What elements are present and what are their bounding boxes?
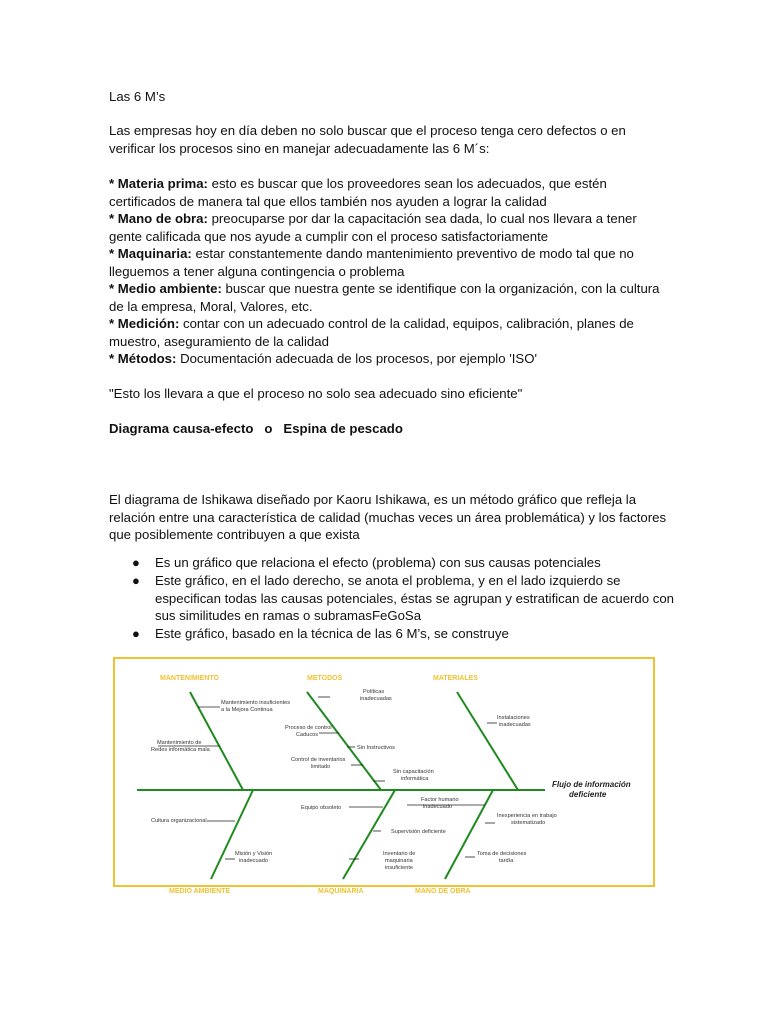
section-subtitle: Diagrama causa-efecto o Espina de pescado bbox=[109, 421, 403, 436]
cause-arrows bbox=[158, 697, 497, 859]
list-line: certificados de manera tal que ellos también nos ayuden a lograr la calidad bbox=[109, 193, 547, 209]
bullet-item: Este gráfico, en el lado derecho, se anota el problema, y en el lado izquierdo se bbox=[155, 573, 621, 588]
list-line: * Medición: contar con un adecuado control de la calidad, equipos, calibración, planes de bbox=[109, 316, 634, 331]
category-materiales: MATERIALES bbox=[433, 675, 478, 682]
bone-mano-de-obra bbox=[445, 790, 493, 879]
cause-label: Instalaciones bbox=[497, 715, 530, 721]
ishikawa-line: relación entre una característica de calidad (muchas veces un área problemática) y los factores bbox=[109, 509, 667, 525]
list-line: * Métodos: Documentación adecuada de los procesos, por ejemplo 'ISO' bbox=[109, 351, 537, 366]
list-line: de la empresa, Moral, Valores, etc. bbox=[109, 298, 313, 314]
cause-label: informática bbox=[401, 776, 429, 782]
list-line: * Medio ambiente: buscar que nuestra gente se identifique con la organización, con la cultura bbox=[109, 281, 660, 296]
cause-label: Políticas bbox=[363, 689, 385, 695]
cause-label: Toma de decisiones bbox=[477, 851, 527, 857]
effect-line-2: deficiente bbox=[569, 790, 607, 799]
bullet-dot: ● bbox=[132, 573, 140, 588]
cause-label: inadecuadas bbox=[499, 722, 531, 728]
effect-line-1: Flujo de información bbox=[552, 780, 631, 789]
list-line: * Materia prima: esto es buscar que los proveedores sean los adecuados, que estén bbox=[109, 176, 607, 191]
cause-label: Mantenimiento insuficientes bbox=[221, 700, 291, 706]
category-maquinaria: MAQUINARIA bbox=[318, 888, 364, 895]
cause-label: Inexperiencia en trabajo bbox=[497, 813, 557, 819]
cause-label: Control de inventarios bbox=[291, 757, 346, 763]
cause-label: Proceso de control bbox=[285, 725, 332, 731]
cause-label: Caducos bbox=[296, 732, 319, 738]
fishbone-diagram bbox=[115, 659, 653, 895]
cause-label: Sin Instructivos bbox=[357, 745, 395, 751]
cause-label: Misión y Visión bbox=[235, 851, 273, 857]
cause-label: limitado bbox=[311, 764, 331, 770]
bullet-item: Es un gráfico que relaciona el efecto (problema) con sus causas potenciales bbox=[155, 555, 601, 570]
cause-label: Redes informática mala bbox=[151, 747, 210, 753]
cause-label: Sin capacitación bbox=[393, 769, 434, 775]
bullet-dot: ● bbox=[132, 555, 140, 570]
cause-label: insuficiente bbox=[385, 865, 413, 871]
cause-label: Factor humano bbox=[421, 797, 459, 803]
bone-materiales bbox=[457, 692, 518, 790]
cause-label: inadecuado bbox=[423, 804, 452, 810]
category-metodos: METODOS bbox=[307, 675, 343, 682]
bullet-item-cont: especifican todas las causas potenciales, éstas se agrupan y estratifican de acuerdo con bbox=[155, 590, 675, 606]
intro-line-1: Las empresas hoy en día deben no solo buscar que el proceso tenga cero defectos o en bbox=[109, 123, 626, 138]
bone-metodos bbox=[307, 692, 381, 790]
bone-medio-ambiente bbox=[211, 790, 253, 879]
cause-label: inadecuado bbox=[239, 858, 268, 864]
list-line: * Mano de obra: preocuparse por dar la capacitación sea dada, lo cual nos llevara a tener bbox=[109, 211, 637, 226]
list-line: lleguemos a tener alguna contingencia o problema bbox=[109, 263, 405, 279]
cause-label: a la Mejora Continua bbox=[221, 707, 273, 713]
bullet-dot: ● bbox=[132, 626, 140, 641]
category-mano-de-obra: MANO DE OBRA bbox=[415, 888, 471, 895]
doc-title: Las 6 M’s bbox=[109, 89, 166, 104]
intro-line-2: verificar los procesos sino en manejar adecuadamente las 6 M´s: bbox=[109, 141, 490, 156]
list-line: * Maquinaria: estar constantemente dando mantenimiento preventivo de modo tal que no bbox=[109, 246, 634, 261]
cause-label: inadecuadas bbox=[360, 696, 392, 702]
cause-label: maquinaria bbox=[385, 858, 413, 864]
cause-label: tardía bbox=[499, 858, 514, 864]
bullet-item-cont: sus similitudes en ramas o subramasFeGoSa bbox=[155, 608, 422, 623]
cause-label: Supervisión deficiente bbox=[391, 829, 446, 835]
ishikawa-line: que posiblemente contribuyen a que exista bbox=[109, 527, 360, 542]
category-mantenimiento: MANTENIMIENTO bbox=[160, 675, 219, 682]
list-line: gente calificada que nos ayude a cumplir con el proceso satisfactoriamente bbox=[109, 228, 549, 244]
cause-label: Equipo obsoleto bbox=[301, 805, 342, 811]
cause-label: Mantenimiento de bbox=[157, 740, 202, 746]
quote: "Esto los llevara a que el proceso no solo sea adecuado sino eficiente" bbox=[109, 386, 523, 401]
bullet-item: Este gráfico, basado en la técnica de las 6 M’s, se construye bbox=[155, 626, 509, 641]
cause-label: Cultura organizacional bbox=[151, 818, 207, 824]
category-medio-ambiente: MEDIO AMBIENTE bbox=[169, 888, 231, 895]
cause-label: sistematizado bbox=[511, 820, 546, 826]
list-line: muestro, aseguramiento de la calidad bbox=[109, 333, 329, 349]
cause-label: Inventario de bbox=[383, 851, 416, 857]
fishbone-diagram-frame bbox=[113, 657, 655, 895]
ishikawa-line: El diagrama de Ishikawa diseñado por Kaoru Ishikawa, es un método gráfico que refleja la bbox=[109, 492, 637, 507]
